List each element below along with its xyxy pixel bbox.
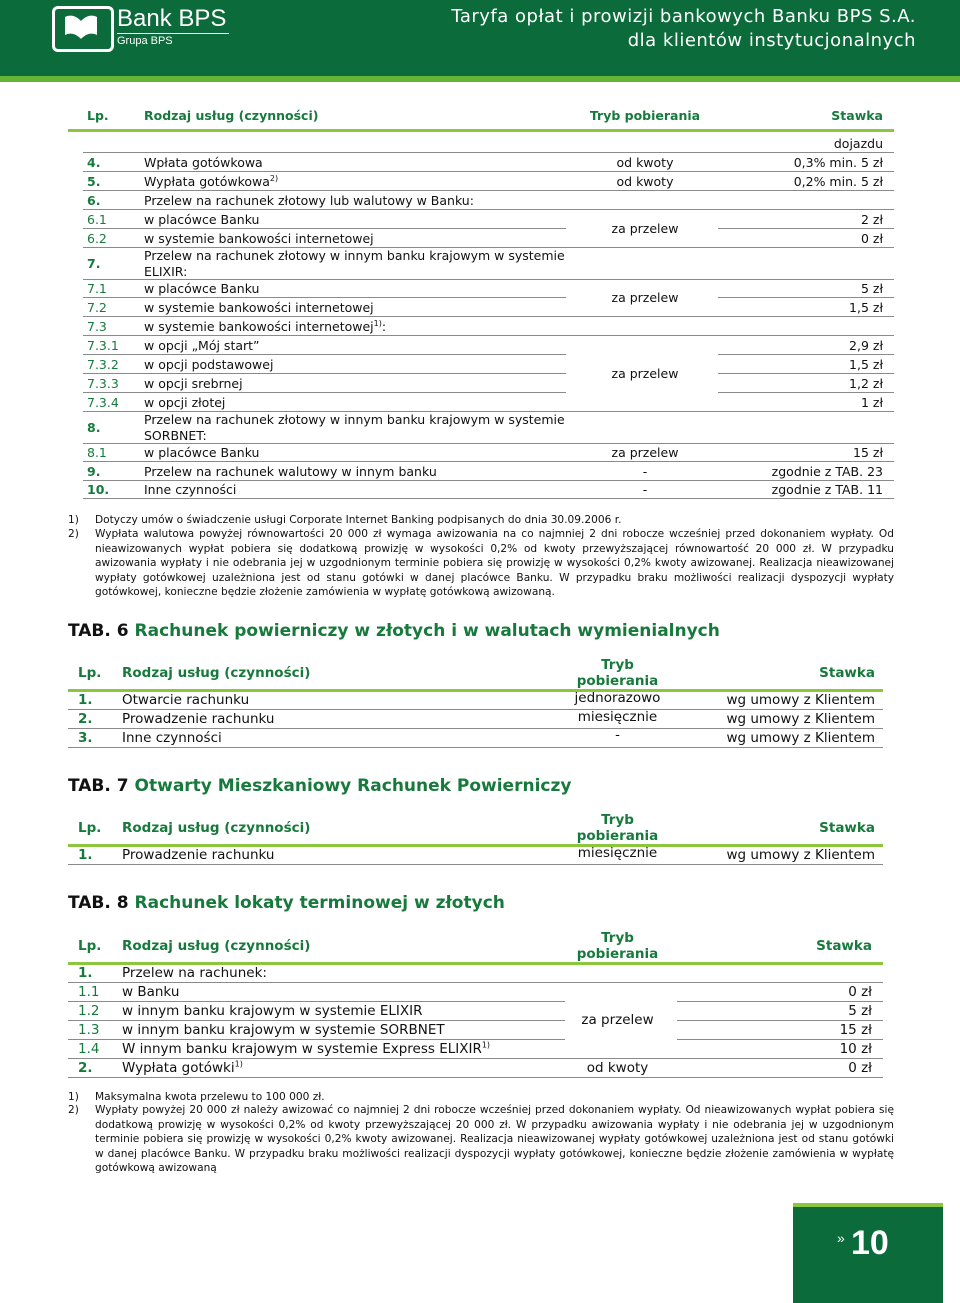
table-row-rate: 0,3% min. 5 zł [793, 155, 883, 170]
table-row-lp: 1. [78, 965, 93, 981]
col-header-service: Rodzaj usług (czynności) [122, 938, 311, 954]
table-row-name: Prowadzenie rachunku [122, 847, 275, 863]
table-row-rate: 15 zł [853, 445, 883, 460]
table-row-lp: 7.2 [87, 300, 107, 315]
table-row-rate: wg umowy z Klientem [726, 692, 875, 708]
row-divider [68, 1058, 883, 1059]
table-row-rate: 0,2% min. 5 zł [793, 174, 883, 189]
table-row-rate: wg umowy z Klientem [726, 730, 875, 746]
table-row-mode: od kwoty [616, 155, 674, 170]
col-header-lp: Lp. [87, 108, 109, 123]
row-divider [83, 316, 894, 317]
table-row-name: w opcji złotej [144, 395, 226, 410]
row-divider [68, 1077, 883, 1078]
table-row-name: Przelew na rachunek złotowy w innym banku krajowym w systemie [144, 412, 565, 427]
row-divider [718, 228, 894, 229]
table-row-name: Przelew na rachunek walutowy w innym banku [144, 464, 437, 479]
table-row-lp: 8. [87, 420, 101, 435]
table-row-name: w placówce Banku [144, 445, 260, 460]
table-row-rate: 1,5 zł [849, 300, 883, 315]
table-row-name: Wpłata gotówkowa [144, 155, 263, 170]
table-row-rate: 0 zł [860, 231, 883, 246]
table-row-lp: 9. [87, 464, 101, 479]
table-row-mode: - [642, 464, 648, 479]
row-divider [68, 1001, 565, 1002]
row-divider [68, 747, 883, 748]
table-row-name: Inne czynności [122, 730, 222, 746]
col-header-mode: Tryb [601, 812, 634, 828]
table-row-rate: 2 zł [860, 212, 883, 227]
brand-group: Grupa BPS [117, 35, 173, 47]
col-header-mode: Tryb pobierania [589, 108, 701, 123]
table-row-lp: 6.2 [87, 231, 107, 246]
table-row-mode: - [642, 482, 648, 497]
footnote: 2) Wypłata walutowa powyżej równowartości 20 000 zł wymaga awizowania na co najmniej 2 dni robocze wcześniej przed dokonaniem wypłaty. Od nieawizowanych wypłat pobiera się dodatkową prowizję w wysokości 0,2% od kwoty przewyższającej równowartość 20 000 zł. W przypadku awizowania wypłaty i nie odebrania jej w uzgodnionym terminie pobiera się prowizję w wysokości 0,2% kwoty awizowanej. Realizacja nieawizowanej wypłaty gotówkowej uzależniona jest od stanu gotówki w danej placówce Banku. W przypadku braku możliwości realizacji dyspozycji wypłaty gotówkowej, konieczne będzie złożenie zamówienia w wypłatę gotówkową awizowaną. [68, 528, 894, 598]
row-divider [83, 228, 566, 229]
table-row-name: w systemie bankowości internetowej$^{1)}$: [144, 318, 387, 334]
col-header-lp: Lp. [78, 665, 102, 681]
row-divider [83, 279, 894, 280]
table-row-rate: zgodnie z TAB. 23 [771, 464, 883, 479]
table-row-name: Wypłata gotówki$^{1)}$ [122, 1059, 243, 1076]
table-row-rate: 1,2 zł [849, 376, 883, 391]
row-divider [83, 152, 894, 153]
table-row-lp: 5. [87, 174, 101, 189]
table-row-lp: 7.3.3 [87, 376, 119, 391]
table-row-lp: 10. [87, 482, 110, 497]
row-divider [68, 1039, 565, 1040]
table-row-name: w placówce Banku [144, 281, 260, 296]
page-number: 10 [851, 1224, 889, 1262]
table-row-name: Prowadzenie rachunku [122, 711, 275, 727]
table-row-mode: miesięcznie [577, 709, 658, 725]
header-divider [68, 129, 894, 132]
table-row-lp: 8.1 [87, 445, 107, 460]
bank-logo-icon [52, 6, 114, 52]
col-header-mode: Tryb [601, 657, 634, 673]
table-row-rate: 0 zł [848, 984, 872, 1000]
table-row-name: w innym banku krajowym w systemie ELIXIR [122, 1003, 423, 1019]
table-row-mode: za przelew [611, 445, 679, 460]
row-divider [68, 864, 883, 865]
section-title-tab8: TAB. 8 Rachunek lokaty terminowej w złotych [68, 893, 505, 913]
table-row-lp: 1. [78, 692, 93, 708]
table-row-rate: 2,9 zł [849, 338, 883, 353]
row-divider [68, 728, 883, 729]
row-divider [83, 480, 894, 481]
row-divider [83, 209, 894, 210]
table-row-rate: 15 zł [839, 1022, 872, 1038]
table-row-name: Wypłata gotówkowa$^{2)}$ [144, 173, 279, 189]
table-row-name: w placówce Banku [144, 212, 260, 227]
table-row-name: Otwarcie rachunku [122, 692, 250, 708]
row-divider [68, 982, 883, 983]
table-row-rate: wg umowy z Klientem [726, 847, 875, 863]
table-row-lp: 2. [78, 711, 93, 727]
merged-mode: za przelew [611, 366, 679, 381]
table-row-lp: 2. [78, 1060, 93, 1076]
row-divider [718, 392, 894, 393]
col-header-service: Rodzaj usług (czynności) [122, 665, 311, 681]
row-divider [83, 190, 894, 191]
row-divider [83, 461, 894, 462]
table-row-name: w Banku [122, 984, 180, 1000]
section-title-tab6: TAB. 6 Rachunek powierniczy w złotych i w walutach wymienialnych [68, 621, 720, 641]
row-divider [83, 335, 894, 336]
table-row-rate: wg umowy z Klientem [726, 711, 875, 727]
col-header-lp: Lp. [78, 820, 102, 836]
table-row-lp: 1.4 [78, 1041, 100, 1057]
table-row-name: w opcji „Mój start” [144, 338, 260, 353]
table-row-name-cont: ELIXIR: [144, 264, 188, 279]
row-divider [677, 1039, 883, 1040]
table-row-rate: zgodnie z TAB. 11 [771, 482, 883, 497]
row-divider [83, 171, 894, 172]
col-header-service: Rodzaj usług (czynności) [144, 108, 319, 123]
row-divider [83, 373, 566, 374]
row-divider [718, 354, 894, 355]
table-row-lp: 6.1 [87, 212, 107, 227]
top-note: dojazdu [833, 136, 883, 151]
table-row-mode: od kwoty [616, 174, 674, 189]
table-row-mode: - [615, 727, 620, 743]
table-row-rate: 1,5 zł [849, 357, 883, 372]
col-header-rate: Stawka [831, 108, 883, 123]
merged-mode: za przelew [581, 1012, 654, 1028]
row-divider [83, 354, 566, 355]
row-divider [718, 297, 894, 298]
table-row-mode: miesięcznie [577, 845, 658, 861]
brand-underline [117, 33, 229, 34]
table-row-name: Przelew na rachunek: [122, 965, 267, 981]
row-divider [68, 709, 883, 710]
row-divider [83, 297, 566, 298]
table-row-lp: 7.3.4 [87, 395, 119, 410]
row-divider [68, 1020, 565, 1021]
table-row-name: w opcji srebrnej [144, 376, 243, 391]
page-arrow-icon: » [837, 1230, 845, 1246]
brand-name: Bank BPS [117, 5, 227, 32]
col-header-mode-cont: pobierania [576, 946, 659, 962]
table-row-lp: 3. [78, 730, 93, 746]
row-divider [677, 1020, 883, 1021]
table-row-rate: 0 zł [848, 1060, 872, 1076]
row-divider [718, 373, 894, 374]
table-row-name: W innym banku krajowym w systemie Express ELIXIR$^{1)}$ [122, 1040, 491, 1057]
col-header-mode-cont: pobierania [576, 673, 659, 689]
table-row-lp: 7.3 [87, 319, 107, 334]
table-row-mode: jednorazowo [574, 690, 661, 706]
table-row-lp: 6. [87, 193, 101, 208]
header-title-line1: Taryfa opłat i prowizji bankowych Banku BPS S.A. [451, 6, 916, 27]
table-row-rate: 5 zł [848, 1003, 872, 1019]
table-row-name: w innym banku krajowym w systemie SORBNET [122, 1022, 445, 1038]
col-header-mode: Tryb [601, 930, 634, 946]
section-title-tab7: TAB. 7 Otwarty Mieszkaniowy Rachunek Powierniczy [68, 776, 572, 796]
row-divider [677, 1001, 883, 1002]
header-accent-line [0, 76, 960, 82]
table-row-rate: 1 zł [860, 395, 883, 410]
table-row-lp: 7.1 [87, 281, 107, 296]
row-divider [83, 443, 894, 444]
table-row-lp: 4. [87, 155, 101, 170]
table-row-lp: 7.3.2 [87, 357, 119, 372]
merged-mode: za przelew [611, 221, 679, 236]
merged-mode: za przelew [611, 290, 679, 305]
col-header-rate: Stawka [816, 938, 872, 954]
table-row-lp: 1.2 [78, 1003, 100, 1019]
table-row-rate: 10 zł [839, 1041, 872, 1057]
table-row-name: w systemie bankowości internetowej [144, 231, 374, 246]
col-header-rate: Stawka [819, 820, 875, 836]
table-row-name: Przelew na rachunek złotowy lub walutowy w Banku: [144, 193, 474, 208]
table-row-lp: 1.1 [78, 984, 100, 1000]
table-row-name: w opcji podstawowej [144, 357, 274, 372]
table-row-lp: 1. [78, 847, 93, 863]
col-header-service: Rodzaj usług (czynności) [122, 820, 311, 836]
row-divider [83, 498, 894, 499]
table-row-name: Przelew na rachunek złotowy w innym banku krajowym w systemie [144, 248, 565, 263]
table-row-mode: od kwoty [586, 1060, 649, 1076]
table-row-name: w systemie bankowości internetowej [144, 300, 374, 315]
row-divider [83, 392, 566, 393]
table-row-name: Inne czynności [144, 482, 237, 497]
footnote: 2) Wypłaty powyżej 20 000 zł należy awizować co najmniej 2 dni robocze wcześniej przed dokonaniem wypłaty. Od nieawizowanych wypłat pobiera się dodatkową prowizję w wysokości 0,2% od kwoty przewyższającej 20 000 zł. W przypadku awizowania wypłaty i nie odebrania jej w uzgodnionym terminie pobiera się prowizję w wysokości 0,2% kwoty awizowanej. Realizacja nieawizowanej wypłaty gotówkowej uzależniona jest od stanu gotówki w danej placówce Banku. W przypadku braku możliwości realizacji dyspozycji wypłaty gotówkowej, konieczne będzie złożenie zamówienia w wypłatę gotówkową awizowaną [68, 1104, 894, 1174]
header-title-line2: dla klientów instytucjonalnych [627, 30, 916, 51]
table-row-name-cont: SORBNET: [144, 428, 207, 443]
col-header-rate: Stawka [819, 665, 875, 681]
table-row-lp: 1.3 [78, 1022, 100, 1038]
table-row-lp: 7. [87, 256, 101, 271]
table-row-lp: 7.3.1 [87, 338, 119, 353]
col-header-lp: Lp. [78, 938, 102, 954]
table-row-rate: 5 zł [860, 281, 883, 296]
col-header-mode-cont: pobierania [576, 828, 659, 844]
